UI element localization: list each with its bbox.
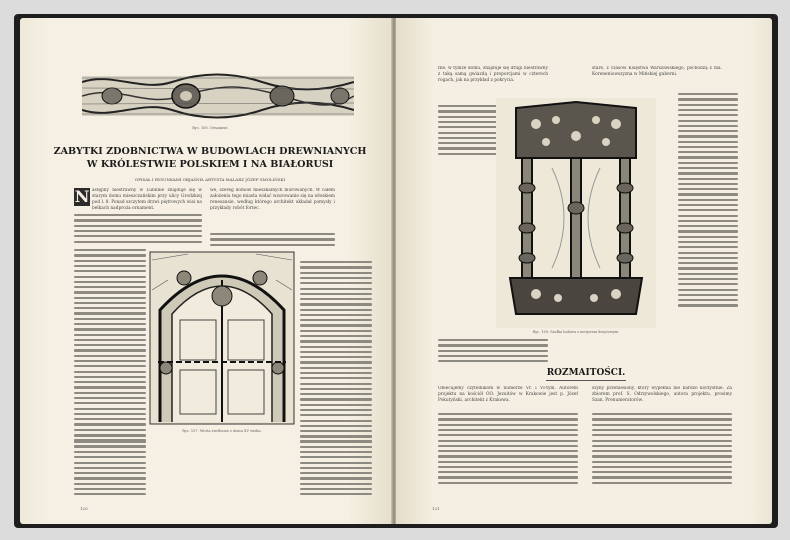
left-col1-lines: [74, 211, 202, 246]
right-col2-narrow-lines: [678, 90, 738, 310]
rozmaitosci-col1-text: [438, 386, 578, 406]
rozmaitosci-col2-start: szyny przeniesiony, który wypełnia nie bardzo korzystnie. Za zbiorem prof. S. Odrzywolskiego, autora projektu, prosimy Szan. Prenumeratorów.: [592, 386, 732, 404]
drop-cap: N: [74, 187, 90, 206]
rozmaitosci-col2-text: [592, 386, 732, 406]
left-col2-lines: [210, 230, 335, 249]
right-col1-lower-lines: [438, 336, 548, 366]
right-col2-start: stare, z czasów Księstwa Warszawskiego, pochodzą z ma. Koreneniowszyzna w Mińskiej guberni.: [592, 66, 722, 78]
rozmaitosci-title: ROZMAITOŚCI.: [546, 368, 626, 378]
left-page: [20, 18, 392, 524]
left-col1-narrow-lines: [74, 246, 146, 450]
furniture-figure-caption: Ryc. 109. Szafka ludowa z motywem krzyżowym.: [532, 330, 620, 334]
carved-door-illustration: [148, 250, 296, 426]
left-col2-start: we, szereg domów mieszkalnych murowanych. W całem założeniu tego miasta widać wzorowanie się na włoskiem renesansie, według którego architekt układał pomysły i przykłady robót fortec.: [210, 188, 335, 212]
left-bottom-lines: [74, 432, 146, 498]
door-figure-caption: Ryc. 107. Wrota rzeźbione z domu XV wieku.: [182, 429, 262, 433]
left-col1-text: [92, 188, 202, 210]
rozmaitosci-col2-lines: [592, 410, 732, 487]
left-page-number: 120: [80, 506, 88, 511]
right-col1-start: tne, w tymże domu, znajduje się drugi niestrawny z taką samą gwiazdą i proporcjami w czterech rogach, jak na przykład z pokrycia.: [438, 66, 548, 84]
right-col1-text: [438, 66, 548, 100]
right-col2-text: [592, 66, 722, 86]
top-figure-caption: Ryc. 108. Ornament: [192, 126, 228, 130]
rozmaitosci-col1-start: Obiecujemy czytelnikom w numerze Vr. i VI-tym. Autorem projektu na kościół OO. Jezuitów w Krakowie jest p. Józef Pokutyński, architekt z Krakowa.: [438, 386, 578, 404]
right-page: [396, 18, 772, 524]
section-divider: [546, 380, 626, 381]
carved-beam-ornament-illustration: [82, 68, 354, 124]
article-title-line1: ZABYTKI ZDOBNICTWA W BUDOWLACH DREWNIANYCH: [53, 146, 367, 157]
right-page-number: 121: [432, 506, 440, 511]
left-col3-narrow-lines: [300, 258, 372, 457]
article-byline: OPISAŁ I RYSUNKAMI OBJAŚNIŁ ARTYSTA MALARZ JÓZEF SMOLIŃSKI: [134, 177, 286, 182]
left-bottom-right-lines: [300, 432, 372, 498]
article-title-line2: W KRÓLESTWIE POLSKIEM I NA BIAŁORUSI: [86, 159, 334, 170]
left-col1-start: astępny niestrawny w Lublinie znajduje się w starym domu mieszczańskim przy ulicy Grodzkiej pod l. 8. Ponad szczytem drzwi piętrowych wisi na belkach nadproża ornament.: [92, 188, 202, 210]
carved-cabinet-illustration: [496, 98, 656, 328]
rozmaitosci-col1-lines: [438, 410, 578, 487]
left-col2-text: [210, 188, 335, 228]
